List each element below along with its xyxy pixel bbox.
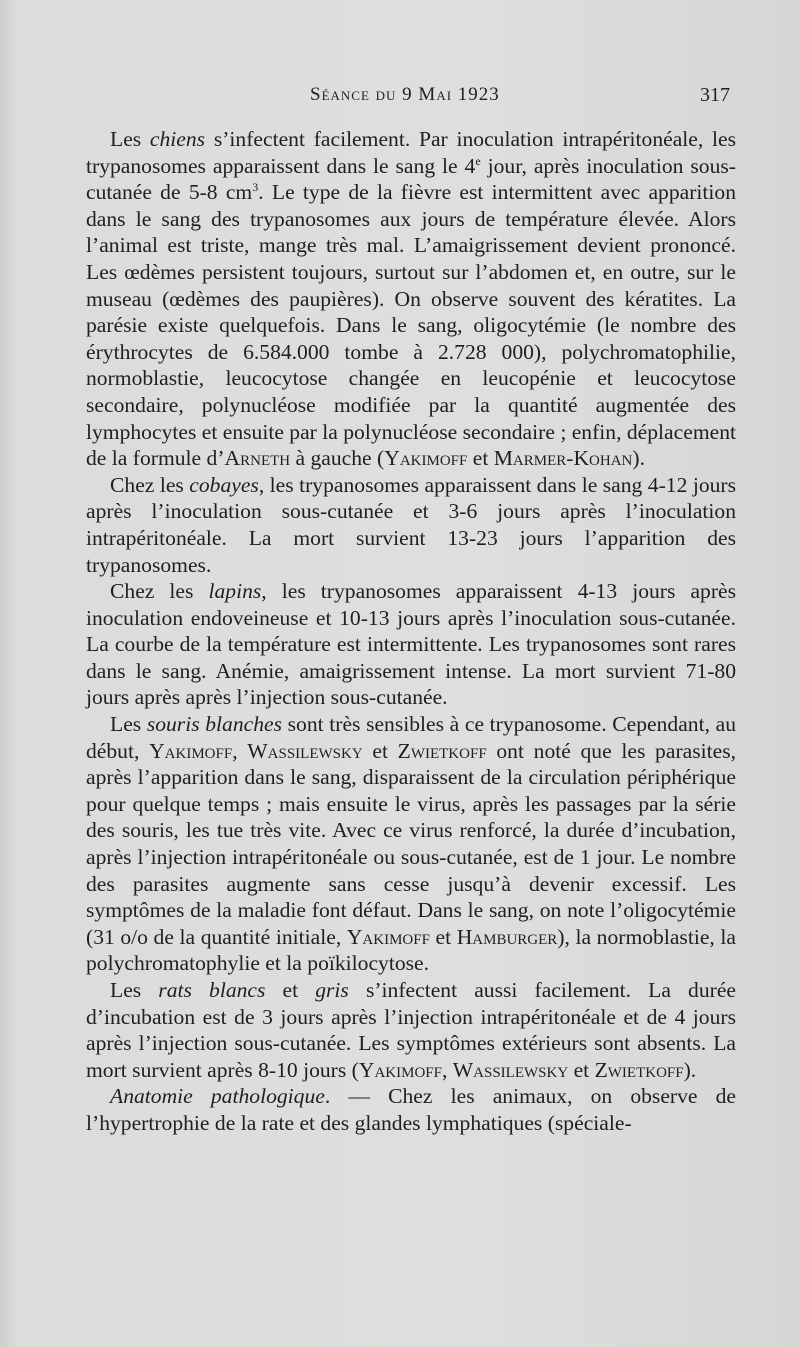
italic-term: cobayes: [189, 472, 259, 497]
text-run: . Le type de la fièvre est intermittent avec apparition dans le sang des trypanosomes aux jours de température élevée. Alors l’animal est triste, mange très mal. L’amaigrissement devient prononcé. Les œdèmes persistent toujours, surtout sur l’abdomen et, en outre, sur le museau (œdèmes des paupières). On observe souvent des kératites. La parésie existe quelquefois. Dans le sang, oligocytémie (le nombre des érythrocytes de 6.584.000 tombe à 2.728 000), polychromatophilie, normoblastie, leucocytose changée en leucopénie et leucocytose secondaire, polynucléose modifiée par la quantité augmentée des lymphocytes et ensuite par la polynucléose secondaire ; enfin, déplacement de la formule d’: [86, 180, 736, 471]
paragraph: [86, 711, 736, 977]
text-run: ).: [632, 446, 645, 471]
page-number: 317: [700, 84, 730, 106]
text-run: à gauche (: [290, 446, 385, 471]
author-name: Wassilewsky: [247, 738, 363, 763]
text-run: et: [429, 924, 457, 949]
italic-term: rats blancs: [158, 978, 266, 1002]
text-run: s’infectent aussi facilement. La durée d’incubation est de 3 jours après l’injection intrapéritonéale et de 4 jours après l’injection sous-cutanée. Les symptômes extérieurs sont absents. La mort survient après 8-10 jours (: [86, 978, 736, 1082]
italic-term: chiens: [149, 127, 206, 151]
superscript: e: [475, 153, 481, 168]
author-name: Wassilewsky: [452, 1057, 569, 1082]
italic-term: lapins: [208, 579, 262, 604]
author-name: Hamburger: [456, 924, 558, 949]
italic-term: souris blanches: [146, 712, 283, 737]
text-run: jour, après inoculation sous-cutanée de 5-8 cm: [86, 153, 736, 205]
text-run: ).: [683, 1057, 697, 1082]
paragraph: [86, 472, 736, 578]
text-run: Chez les: [110, 472, 190, 497]
author-name: Arneth: [224, 446, 291, 471]
text-run: ), la normoblastie, la polychromatophylie et la poïkilocytose.: [86, 924, 736, 976]
superscript: 3: [252, 180, 259, 194]
text-run: . — Chez les animaux, on observe de l’hypertrophie de la rate et des glandes lymphatiques (spéciale-: [86, 1084, 736, 1135]
author-name: Zwietkoff: [397, 738, 487, 763]
paragraph: [86, 977, 736, 1083]
text-run: ,: [232, 738, 248, 763]
text-run: Les: [110, 712, 147, 737]
text-run: s’infectent facilement. Par inoculation intrapéritonéale, les trypanosomes apparaissent dans le sang le 4: [86, 127, 736, 178]
running-title: Séance du 9 Mai 1923: [310, 84, 500, 105]
author-name: Zwietkoff: [594, 1057, 684, 1082]
text-run: et: [467, 446, 494, 471]
text-run: ,: [441, 1057, 453, 1082]
author-name: Yakimoff: [346, 924, 430, 949]
text-run: , les trypanosomes apparaissent dans le sang 4-12 jours après l’inoculation sous-cutanée et 3-6 jours après l’inoculation intrapéritonéale. La mort survient 13-23 jours l’apparition des trypanosomes.: [86, 472, 737, 577]
italic-term: gris: [315, 978, 349, 1002]
italic-term: Anatomie pathologique: [110, 1084, 325, 1109]
text-run: , les trypanosomes apparaissent 4-13 jours après inoculation endoveineuse et 10-13 jours après l’inoculation sous-cutanée. La courbe de la température est intermittente. Les trypanosomes sont rares dans le sang. Anémie, amaigrissement intense. La mort survient 71-80 jours après après l’injection sous-cutanée.: [86, 579, 737, 710]
text-run: ont noté que les parasites, après l’apparition dans le sang, disparaissent de la circulation périphérique pour quelque temps ; mais ensuite le virus, après les passages par la série des souris, les tue très vite. Avec ce virus renforcé, la durée d’incubation, après l’injection intrapéritonéale ou sous-cutanée, est de 1 jour. Le nombre des parasites augmente sans cesse jusqu’à devenir excessif. Les symptômes de la maladie font défaut. Dans le sang, on note l’oligocytémie (31 o/o de la quantité initiale,: [86, 738, 737, 949]
author-name: Yakimoff: [384, 446, 468, 471]
author-name: Yakimoff: [149, 738, 233, 763]
text-run: Les: [110, 978, 159, 1002]
text-run: et: [265, 978, 316, 1002]
page-header: [0, 84, 800, 114]
text-run: Chez les: [110, 579, 209, 604]
text-run: et: [568, 1057, 595, 1082]
paragraph: [86, 578, 736, 711]
paragraph: [86, 126, 736, 472]
text-run: Les: [110, 127, 150, 151]
text-run: et: [362, 738, 398, 763]
paragraph: [86, 1083, 736, 1136]
text-run: sont très sensibles à ce trypanosome. Cependant, au début,: [86, 712, 737, 763]
body-text: [86, 126, 736, 1137]
author-name: Marmer-Kohan: [493, 446, 633, 471]
author-name: Yakimoff: [358, 1057, 442, 1082]
